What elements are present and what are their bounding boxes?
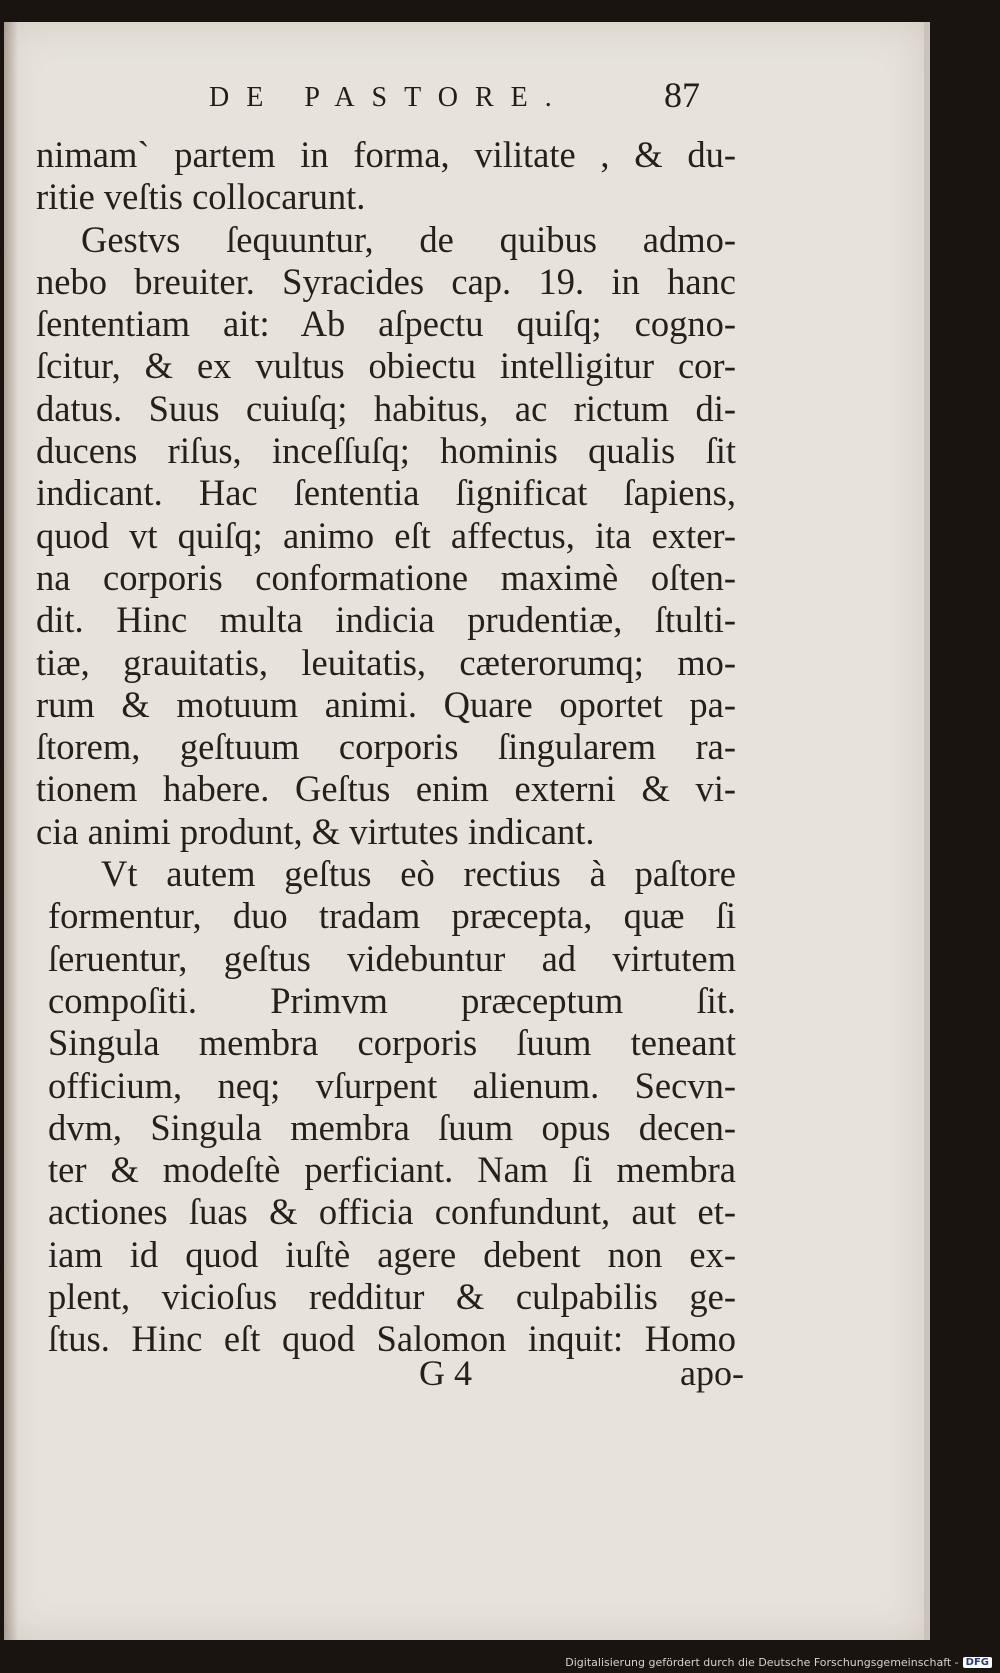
text-line: actiones ſuas & officia confundunt, aut et- (48, 1191, 736, 1233)
text-line: Singula membra corporis ſuum teneant (48, 1022, 736, 1064)
text-line: ſeruentur, geſtus videbuntur ad virtutem (48, 937, 736, 979)
text-line: nebo breuiter. Syracides cap. 19. in hanc (36, 260, 736, 302)
text-line: ritie veſtis collocarunt. (36, 176, 366, 218)
text-line: rum & motuum animi. Quare oportet pa- (36, 683, 736, 725)
text-line: Gestvs ſequuntur, de quibus admo- (81, 218, 736, 260)
text-line: na corporis conformatione maximè oſten- (36, 556, 736, 598)
text-line: ſcitur, & ex vultus obiectu intelligitur cor- (36, 345, 736, 387)
text-line: compoſiti. Primvm præceptum ſit. (48, 979, 736, 1021)
text-line: ter & modeſtè perficiant. Nam ſi membra (48, 1149, 736, 1191)
text-line: nimam` partem in forma, vilitate , & du- (36, 134, 736, 175)
text-line: ſtorem, geſtuum corporis ſingularem ra- (36, 726, 736, 768)
text-line: ſententiam ait: Ab aſpectu quiſq; cogno- (36, 303, 736, 345)
text-line: dvm, Singula membra ſuum opus decen- (48, 1106, 736, 1148)
digitization-credit (565, 1656, 992, 1669)
text-line: ſtus. Hinc eſt quod Salomon inquit: Homo (48, 1318, 736, 1360)
signature-mark: G 4 (419, 1353, 472, 1393)
book-page (4, 22, 930, 1640)
text-line: indicant. Hac ſententia ſignificat ſapiens, (36, 472, 736, 514)
text-line: dit. Hinc multa indicia prudentiæ, ſtulti- (36, 599, 736, 641)
digitization-note: Digitalisierung gefördert durch die Deutsche Forschungsgemeinschaft - (565, 1656, 959, 1669)
text-line: ducens riſus, inceſſuſq; hominis qualis ſit (36, 430, 736, 472)
text-line: plent, vicioſus redditur & culpabilis ge- (48, 1276, 736, 1318)
page-number: 87 (664, 75, 700, 115)
dfg-logo: DFG (963, 1657, 992, 1668)
text-line: officium, neq; vſurpent alienum. Secvn- (48, 1064, 736, 1106)
catchword: apo- (680, 1353, 744, 1393)
text-line: datus. Suus cuiuſq; habitus, ac rictum di- (36, 387, 736, 429)
text-line: cia animi produnt, & virtutes indicant. (36, 810, 595, 852)
running-head: DE PASTORE. (209, 82, 569, 113)
text-line: iam id quod iuſtè agere debent non ex- (48, 1233, 736, 1275)
text-line: tionem habere. Geſtus enim externi & vi- (36, 768, 736, 810)
text-line: tiæ, grauitatis, leuitatis, cæterorumq; mo- (36, 641, 736, 683)
text-line: Vt autem geſtus eò rectius à paſtore (101, 853, 736, 895)
text-line: quod vt quiſq; animo eſt affectus, ita exter- (36, 514, 736, 556)
text-line: formentur, duo tradam præcepta, quæ ſi (48, 895, 736, 937)
body-text (36, 134, 736, 1361)
